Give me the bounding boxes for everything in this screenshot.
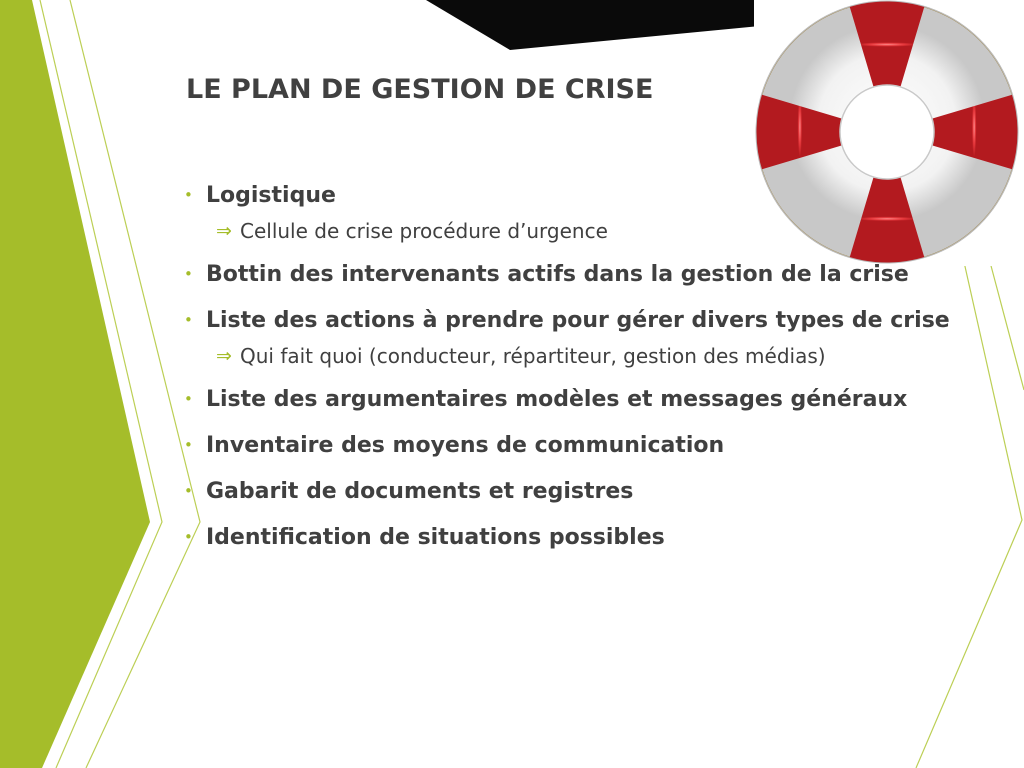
list-item-label: Inventaire des moyens de communication	[206, 433, 725, 458]
list-item	[184, 430, 964, 461]
top-black-shape	[426, 0, 760, 50]
sub-list-item-label: Cellule de crise procédure d’urgence	[240, 219, 608, 243]
list-item	[184, 305, 964, 336]
right-line-b	[990, 262, 1024, 390]
list-item	[184, 476, 964, 507]
slide-title: LE PLAN DE GESTION DE CRISE	[186, 74, 654, 105]
sub-list-item-label: Qui fait quoi (conducteur, répartiteur, gestion des médias)	[240, 344, 826, 368]
list-item-label: Identification de situations possibles	[206, 525, 665, 550]
sub-list-item	[184, 217, 964, 245]
list-item	[184, 522, 964, 553]
list-item	[184, 259, 964, 290]
bullet-list	[184, 180, 964, 568]
bullet-icon: •	[184, 311, 193, 329]
bullet-icon: •	[184, 436, 193, 454]
bullet-icon: •	[184, 390, 193, 408]
double-arrow-icon: ⇒	[216, 220, 232, 242]
list-item-label: Liste des argumentaires modèles et messages généraux	[206, 387, 908, 412]
list-item-label: Gabarit de documents et registres	[206, 479, 634, 504]
list-item-label: Logistique	[206, 183, 336, 208]
bullet-icon: •	[184, 528, 193, 546]
list-item-label: Bottin des intervenants actifs dans la gestion de la crise	[206, 262, 909, 287]
left-chevron-shape	[0, 0, 150, 768]
list-item	[184, 180, 964, 211]
list-item	[184, 384, 964, 415]
bullet-icon: •	[184, 265, 193, 283]
bullet-icon: •	[184, 482, 193, 500]
list-item-label: Liste des actions à prendre pour gérer divers types de crise	[206, 308, 950, 333]
sub-list-item	[184, 342, 964, 370]
double-arrow-icon: ⇒	[216, 345, 232, 367]
bullet-icon: •	[184, 186, 193, 204]
